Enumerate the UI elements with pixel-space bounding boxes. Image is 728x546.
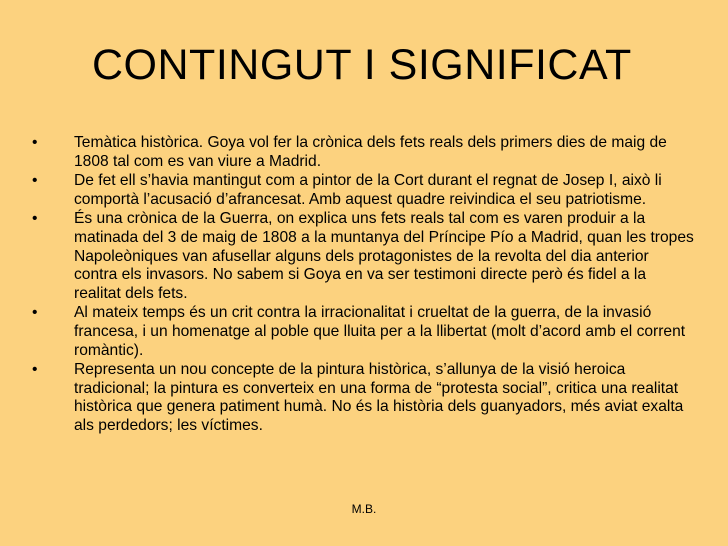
bullet-icon: •: [32, 361, 38, 379]
footer-initials: M.B.: [351, 502, 377, 516]
bullet-item: [32, 172, 694, 209]
bullet-item: [32, 361, 694, 435]
bullet-text: Temàtica històrica. Goya vol fer la crònica dels fets reals dels primers dies de maig de 1808 tal com es van viure a Madrid.: [74, 134, 667, 170]
bullet-icon: •: [32, 172, 38, 190]
bullet-icon: •: [32, 134, 38, 151]
bullet-text: De fet ell s’havia mantingut com a pintor de la Cort durant el regnat de Josep I, això li comportà l’acusació d’afrancesat. Amb aquest quadre reivindica el seu patriotisme.: [74, 172, 662, 208]
slide-title: CONTINGUT I SIGNIFICAT: [92, 41, 632, 89]
bullet-list: [32, 134, 694, 437]
bullet-text: Al mateix temps és un crit contra la irracionalitat i crueltat de la guerra, de la invasió francesa, i un homenatge al poble que lluita per a la llibertat (molt d’acord amb el corrent romàntic).: [74, 304, 686, 359]
bullet-text: Representa un nou concepte de la pintura històrica, s’allunya de la visió heroica tradicional; la pintura es converteix en una forma de “protesta social”, critica una realitat històrica que genera patiment humà. No és la història dels guanyadors, més aviat exalta als perdedors; les víctimes.: [74, 361, 684, 434]
bullet-icon: •: [32, 304, 38, 322]
bullet-icon: •: [32, 210, 38, 228]
bullet-text: És una crònica de la Guerra, on explica uns fets reals tal com es varen produir a la matinada del 3 de maig de 1808 a la muntanya del Príncipe Pío a Madrid, quan les tropes Napoleòniques van afusellar alguns dels protagonistes de la revolta del dia anterior contra els invasors. No sabem si Goya en va ser testimoni directe però és fidel a la realitat dels fets.: [74, 210, 694, 302]
bullet-item: [32, 304, 694, 360]
bullet-item: [32, 210, 694, 303]
bullet-item: [32, 134, 694, 171]
